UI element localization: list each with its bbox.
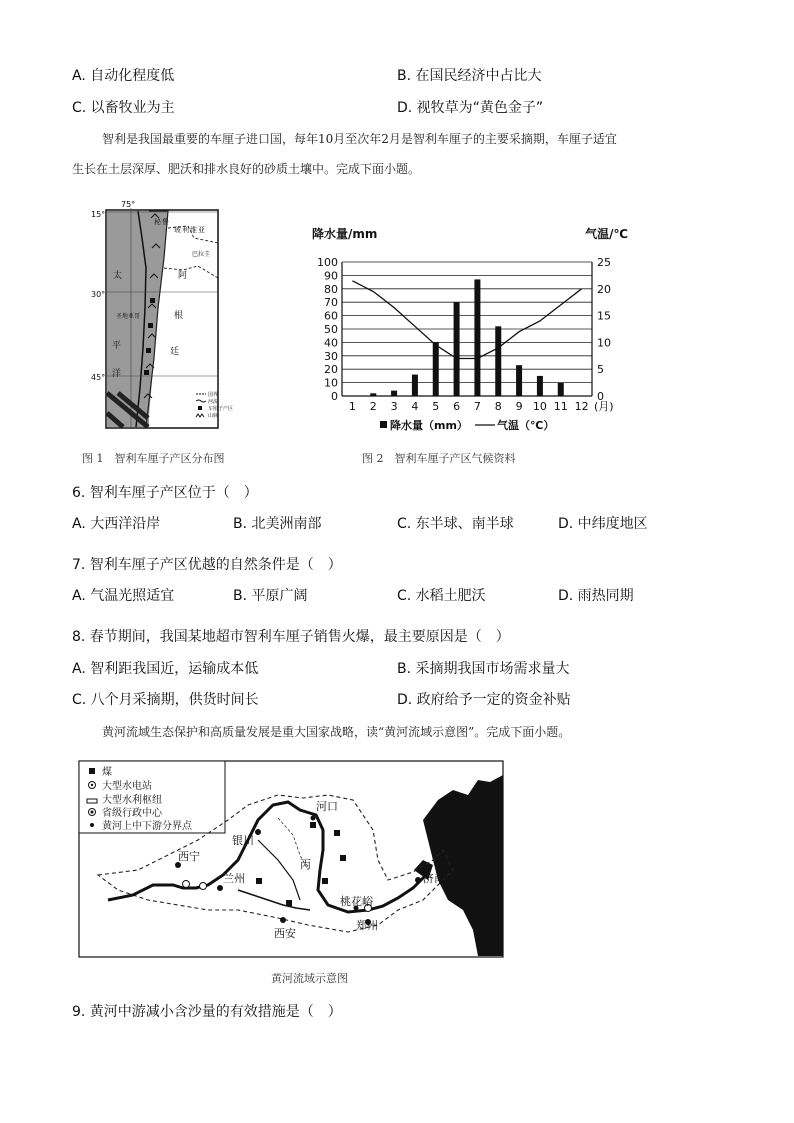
fig3-legend-hydro: 大型水电站 — [102, 781, 152, 792]
x-tick-label: 7 — [473, 400, 481, 413]
precip-bar — [370, 393, 376, 396]
precip-bar — [516, 365, 522, 396]
y-tick-right: 10 — [597, 336, 611, 350]
fig3-place-jinan: 济南 — [423, 872, 445, 885]
q5-option-c: C. 以畜牧业为主 — [72, 100, 175, 116]
q7-stem: 7. 智利车厘子产区优越的自然条件是（ ） — [72, 557, 342, 573]
fig1-place-ting: 廷 — [170, 347, 180, 357]
fig3-place-xining: 西宁 — [178, 850, 200, 863]
q8-option-c: C. 八个月采摘期，供货时间长 — [72, 692, 259, 708]
q8-option-b: B. 采摘期我国市场需求量大 — [397, 661, 570, 677]
q7-option-d: D. 雨热同期 — [558, 588, 634, 604]
fig1-legend-border: 国界 — [208, 392, 219, 398]
fig1-place-mi: 秘 — [154, 218, 161, 226]
precip-bar — [495, 326, 501, 396]
q5-option-d: D. 视牧草为“黄色金子” — [397, 100, 544, 116]
fig1-legend-mountain: 山脉 — [208, 413, 219, 419]
chile-intro-line-1: 智利是我国最重要的车厘子进口国，每年10月至次年2月是智利车厘子的主要采摘期，车厘子适宜 — [102, 132, 617, 146]
fig1-legend-cherry: 车厘子产区 — [208, 406, 234, 412]
q8-option-a: A. 智利距我国近，运输成本低 — [72, 661, 259, 677]
y-tick-right: 0 — [597, 390, 604, 403]
x-tick-label: 12 — [574, 400, 589, 413]
q9-stem: 9. 黄河中游减小含沙量的有效措施是（ ） — [72, 1004, 342, 1020]
y-axis-title-left: 降水量/mm — [312, 227, 378, 241]
fig3-place-taohuayu: 桃花峪 — [340, 895, 373, 908]
fig1-place-lu: 鲁 — [162, 218, 169, 226]
x-tick-label: 11 — [553, 400, 568, 413]
fig1-place-yang: 洋 — [112, 369, 122, 379]
x-tick-label: 9 — [515, 400, 523, 413]
y-tick-right: 20 — [597, 282, 611, 296]
q5-option-a: A. 自动化程度低 — [72, 68, 175, 84]
fig1-place-gen: 根 — [174, 311, 184, 321]
y-tick-left: 50 — [324, 323, 338, 336]
fig1-place-li: 利 — [182, 226, 189, 234]
x-tick-label: 6 — [453, 400, 461, 413]
y-tick-left: 10 — [324, 376, 338, 390]
q6-option-a: A. 大西洋沿岸 — [72, 516, 161, 532]
y-tick-right: 5 — [597, 363, 604, 377]
yellow-river-intro: 黄河流域生态保护和高质量发展是重大国家战略，读“黄河流域示意图”。完成下面小题。 — [102, 725, 571, 739]
y-tick-left: 70 — [324, 296, 338, 310]
fig1-place-gui: 圭 — [204, 251, 211, 258]
precip-bar — [537, 376, 543, 396]
legend-temp-label: 气温（℃） — [497, 419, 555, 432]
fig1-map — [88, 198, 234, 433]
y-tick-right: 15 — [597, 309, 611, 323]
fig1-lat-30: 30° — [91, 290, 106, 299]
legend-precip-label: 降水量（mm） — [390, 419, 468, 432]
fig1-place-tai: 太 — [113, 271, 123, 281]
precip-bar — [454, 302, 460, 396]
legend-precip-swatch — [380, 421, 387, 428]
y-tick-left: 20 — [324, 363, 338, 377]
y-tick-left: 30 — [324, 349, 338, 363]
chile-intro-line-2: 生长在土层深厚、肥沃和排水良好的砂质土壤中。完成下面小题。 — [72, 162, 421, 176]
fig3-place-lanzhou: 兰州 — [223, 872, 245, 885]
y-tick-left: 80 — [324, 282, 338, 296]
fig3-legend-hub: 大型水利枢纽 — [102, 795, 162, 806]
y-tick-left: 40 — [324, 336, 338, 350]
fig3-yellow-river-map — [78, 760, 506, 960]
fig3-place-bing: 丙 — [300, 858, 311, 871]
y-tick-left: 100 — [317, 256, 338, 269]
y-tick-right: 25 — [597, 256, 611, 269]
fig3-caption: 黄河流域示意图 — [271, 972, 348, 985]
fig3-place-hekou: 河口 — [316, 800, 338, 813]
fig1-place-santiago: 圣地亚哥 — [116, 313, 141, 320]
precip-bar — [558, 383, 564, 396]
q7-option-a: A. 气温光照适宜 — [72, 588, 175, 604]
fig1-place-ba: 巴 — [192, 251, 199, 258]
x-tick-label: 8 — [494, 400, 502, 413]
q6-stem: 6. 智利车厘子产区位于（ ） — [72, 485, 258, 501]
y-axis-title-right: 气温/℃ — [585, 227, 628, 241]
fig1-lat-15: 15° — [91, 210, 106, 219]
x-tick-label: 4 — [411, 400, 419, 413]
y-tick-left: 90 — [324, 269, 338, 283]
fig1-caption: 图 1 智利车厘子产区分布图 — [82, 452, 225, 465]
precip-bar — [433, 342, 439, 396]
fig1-legend-river: 河流 — [208, 399, 219, 405]
precip-bar — [412, 375, 418, 396]
fig1-lat-45: 45° — [91, 373, 106, 382]
x-tick-label: 3 — [390, 400, 398, 413]
temperature-line — [352, 281, 581, 359]
precip-bar — [391, 391, 397, 396]
q8-stem: 8. 春节期间，我国某地超市智利车厘子销售火爆，最主要原因是（ ） — [72, 629, 510, 645]
fig1-place-a: 阿 — [178, 271, 188, 281]
q7-option-b: B. 平原广阔 — [233, 588, 308, 604]
fig1-lon-label: 75° — [121, 200, 136, 209]
q7-option-c: C. 水稻土肥沃 — [397, 588, 486, 604]
x-axis-unit: (月) — [594, 400, 614, 413]
fig3-place-xian: 西安 — [274, 927, 296, 940]
q6-option-b: B. 北美洲南部 — [233, 516, 322, 532]
precip-bar — [474, 279, 480, 396]
q6-option-c: C. 东半球、南半球 — [397, 516, 514, 532]
x-tick-label: 10 — [532, 400, 547, 413]
fig2-climate-chart — [310, 222, 630, 437]
fig3-legend-coal: 煤 — [102, 767, 112, 778]
y-tick-left: 0 — [331, 390, 338, 403]
fig1-place-bo: 玻 — [174, 226, 181, 234]
q6-option-d: D. 中纬度地区 — [558, 516, 648, 532]
fig3-place-yinchuan: 银川 — [232, 834, 254, 847]
fig1-place-ya: 亚 — [198, 226, 205, 234]
fig1-place-la: 拉 — [198, 251, 205, 258]
q5-option-b: B. 在国民经济中占比大 — [397, 68, 542, 84]
q8-option-d: D. 政府给予一定的资金补贴 — [397, 692, 571, 708]
fig1-place-wei: 维 — [190, 226, 197, 234]
y-tick-left: 60 — [324, 309, 338, 323]
fig3-place-zhengzhou: 郑州 — [356, 919, 378, 932]
fig3-legend-boundary: 黄河上中下游分界点 — [102, 821, 192, 832]
fig1-place-ping: 平 — [112, 341, 122, 351]
fig2-caption: 图 2 智利车厘子产区气候资料 — [362, 452, 516, 465]
fig3-legend-capital: 省级行政中心 — [102, 808, 162, 819]
x-tick-label: 2 — [369, 400, 377, 413]
x-tick-label: 1 — [348, 400, 356, 413]
x-tick-label: 5 — [432, 400, 440, 413]
